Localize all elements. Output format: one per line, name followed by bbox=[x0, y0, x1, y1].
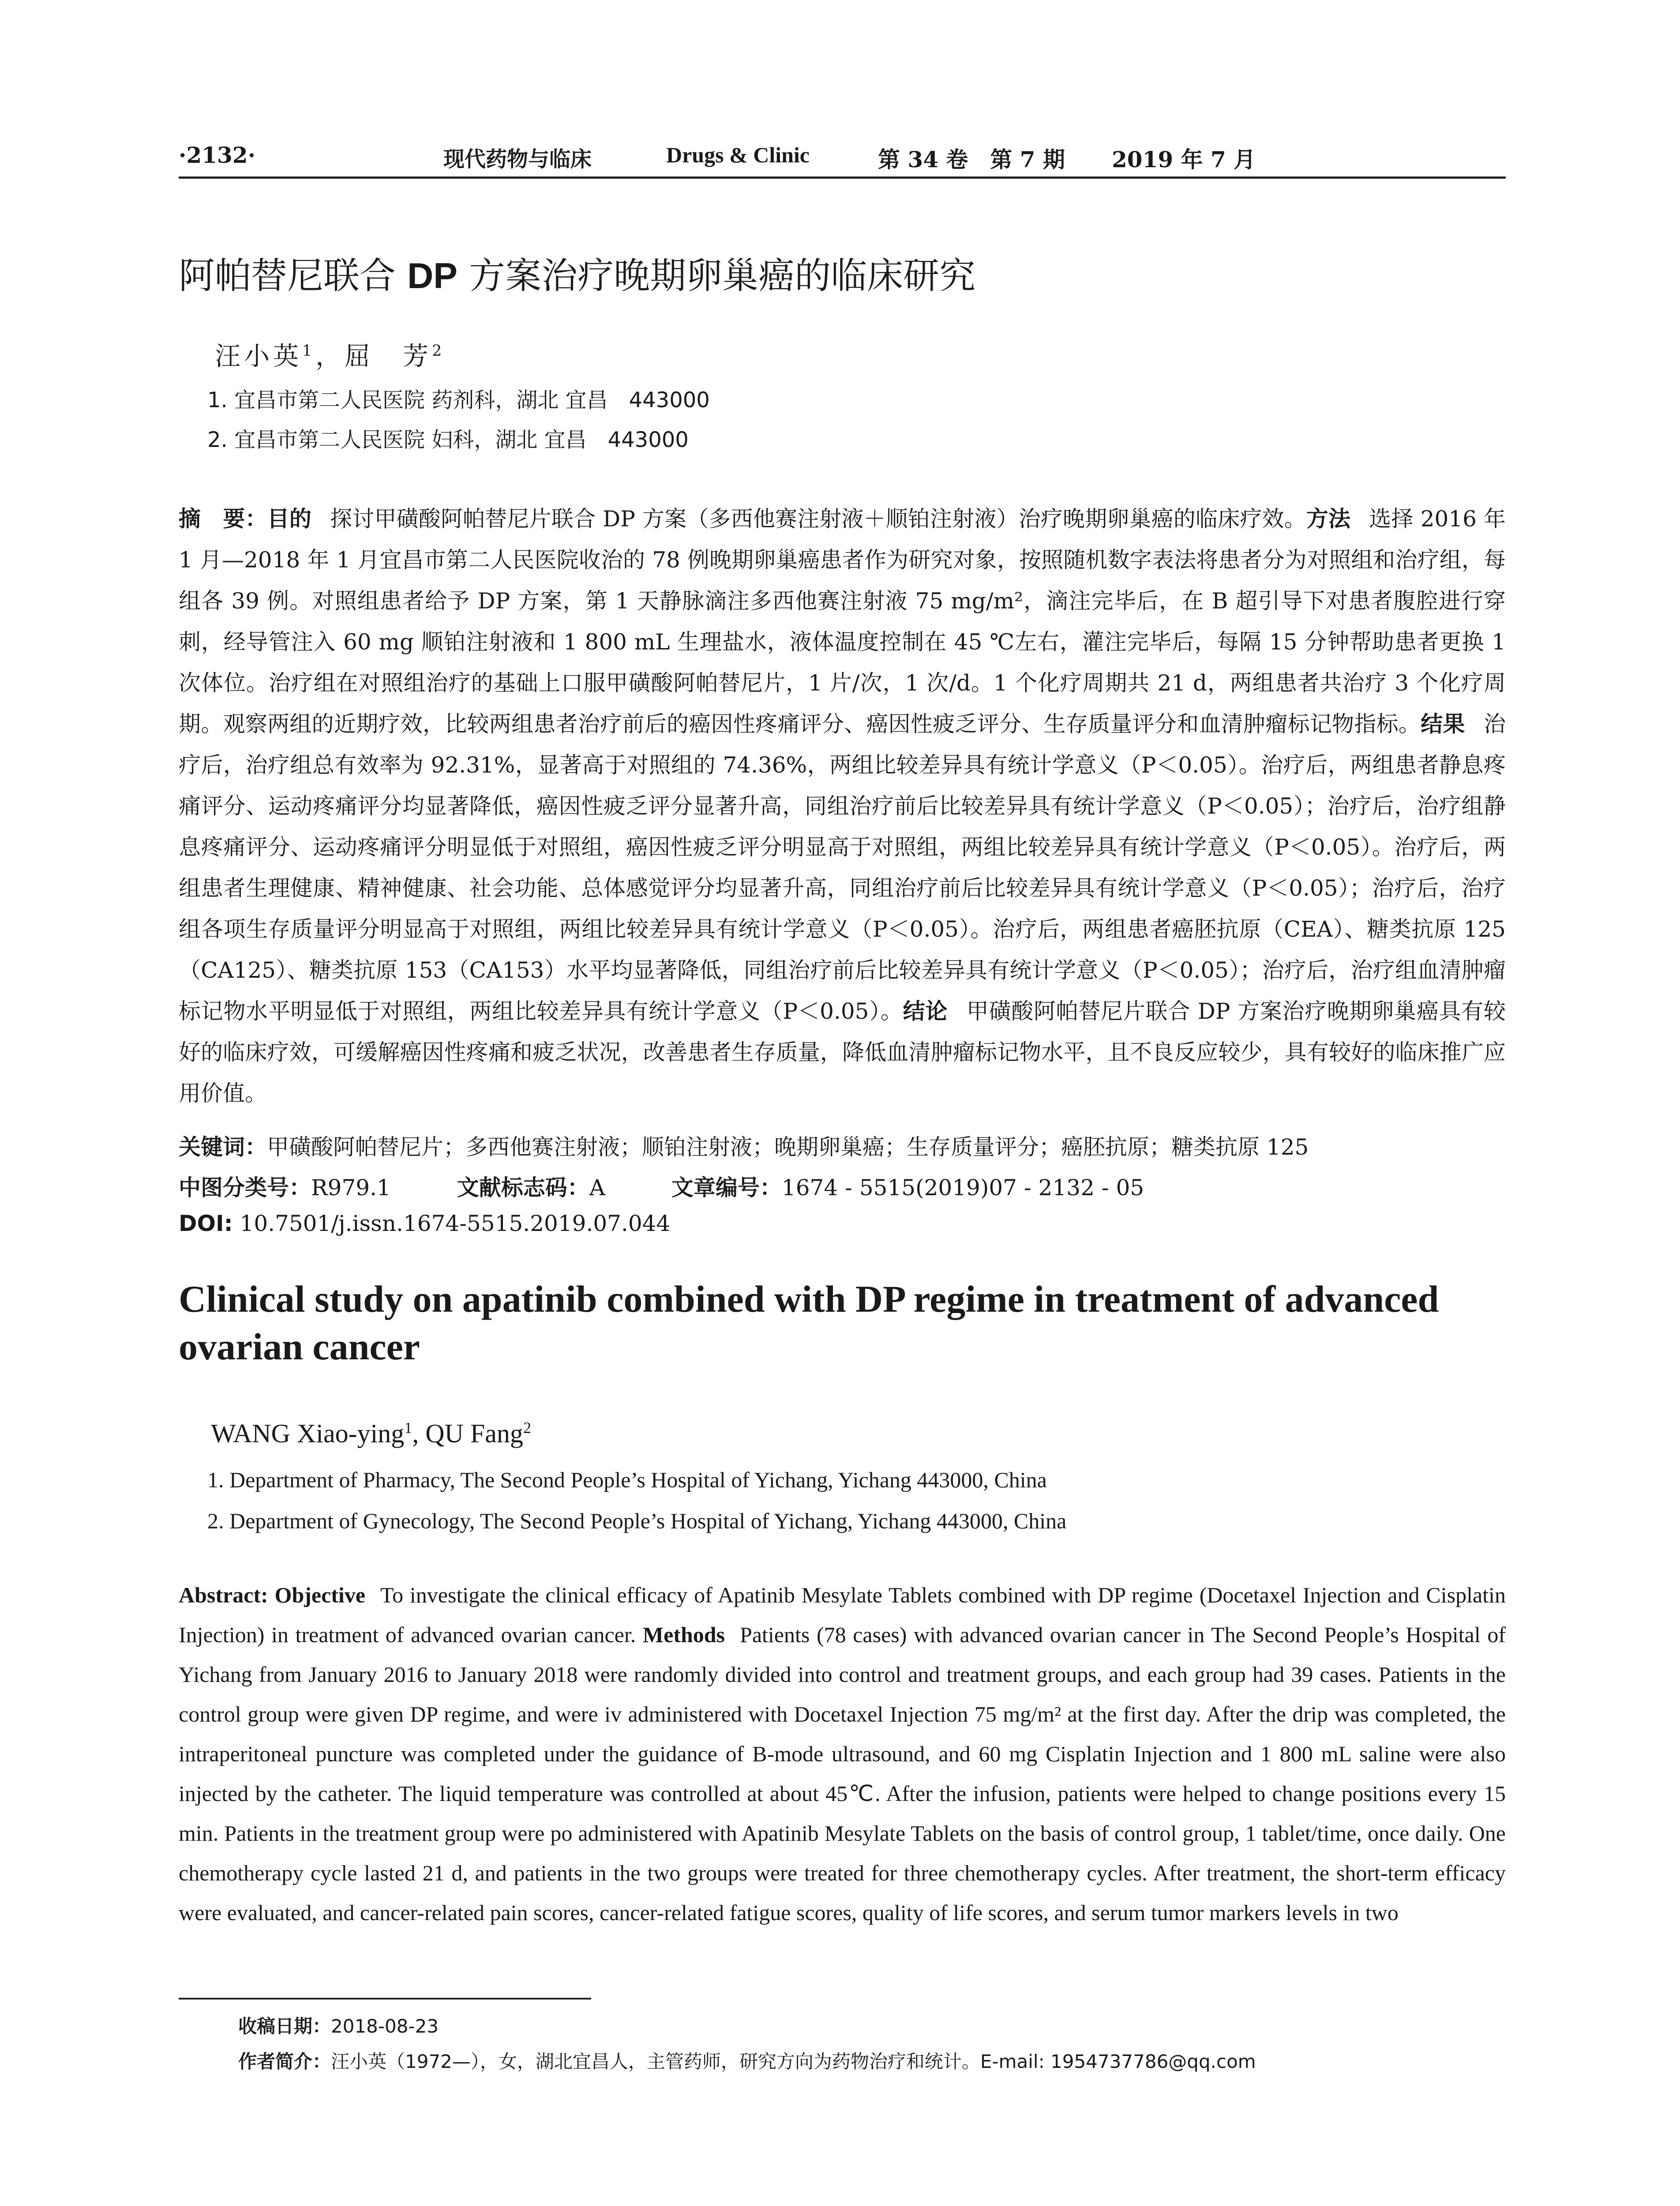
en-affiliation-1: 1. Department of Pharmacy, The Second People’s Hospital of Yichang, Yichang 443000, China bbox=[207, 1467, 1047, 1492]
journal-name-en: Drugs & Clinic bbox=[666, 143, 810, 167]
en-author-2: QU Fang bbox=[425, 1419, 523, 1448]
page-number: ·2132· bbox=[179, 142, 255, 168]
cn-author-1: 汪小英 bbox=[215, 341, 303, 371]
issue-date: 2019 年 7 月 bbox=[1112, 146, 1256, 173]
cn-affiliation-1: 1. 宜昌市第二人民医院 药剂科，湖北 宜昌 443000 bbox=[207, 388, 710, 413]
en-author-1: WANG Xiao-ying bbox=[211, 1419, 405, 1448]
classification-line: 中图分类号：R979.1 文献标志码：A 文章编号：1674 - 5515(2019)07 - 2132 - 05 bbox=[179, 1175, 1144, 1201]
journal-name-cn: 现代药物与临床 bbox=[443, 147, 592, 172]
header-rule bbox=[179, 176, 1506, 179]
received-date: 收稿日期：2018-08-23 bbox=[238, 2015, 439, 2037]
doi-line: DOI: 10.7501/j.issn.1674-5515.2019.07.044 bbox=[179, 1211, 671, 1236]
volume-issue: 第 34 卷 第 7 期 bbox=[878, 146, 1065, 173]
cn-affiliation-2: 2. 宜昌市第二人民医院 妇科，湖北 宜昌 443000 bbox=[207, 428, 689, 452]
cn-author-2: 屈 芳 bbox=[345, 341, 432, 371]
en-affiliation-2: 2. Department of Gynecology, The Second People’s Hospital of Yichang, Yichang 443000, China bbox=[207, 1508, 1067, 1533]
cn-keywords: 关键词：甲磺酸阿帕替尼片；多西他赛注射液；顺铂注射液；晚期卵巢癌；生存质量评分；癌胚抗原；糖类抗原 125 bbox=[179, 1134, 1309, 1160]
en-authors: WANG Xiao-ying$^1$, QU Fang$^2$ bbox=[211, 1419, 531, 1448]
cn-abstract: 摘 要：目的 探讨甲磺酸阿帕替尼片联合 DP 方案（多西他赛注射液＋顺铂注射液）治疗晚期卵巢癌的临床疗效。方法 选择 2016 年 1 月—2018 年 1 月宜昌市第二人民医院收治的 78 例晚期卵巢癌患者作为研究对象，按照随机数字表法将患者分为对照组和治疗组，每组各 39 例。对照组患者给予 DP 方案，第 1 天静脉滴注多西他赛注射液 75 mg/m²，滴注完毕后，在 B 超引导下对患者腹腔进行穿刺，经导管注入 60 mg 顺铂注射液和 1 800 mL 生理盐水，液体温度控制在 45 ℃左右，灌注完毕后，每隔 15 分钟帮助患者更换 1 次体位。治疗组在对照组治疗的基础上口服甲磺酸阿帕替尼片，1 片/次，1 次/d。1 个化疗周期共 21 d，两组患者共治疗 3 个化疗周期。观察两组的近期疗效，比较两组患者治疗前后的癌因性疼痛评分、癌因性疲乏评分、生存质量评分和血清肿瘤标记物指标。结果 治疗后，治疗组总有效率为 92.31%，显著高于对照组的 74.36%，两组比较差异具有统计学意义（P＜0.05）。治疗后，两组患者静息疼痛评分、运动疼痛评分均显著降低，癌因性疲乏评分显著升高，同组治疗前后比较差异具有统计学意义（P＜0.05）；治疗后，治疗组静息疼痛评分、运动疼痛评分明显低于对照组，癌因性疲乏评分明显高于对照组，两组比较差异具有统计学意义（P＜0.05）。治疗后，两组患者生理健康、精神健康、社会功能、总体感觉评分均显著升高，同组治疗前后比较差异具有统计学意义（P＜0.05）；治疗后，治疗组各项生存质量评分明显高于对照组，两组比较差异具有统计学意义（P＜0.05）。治疗后，两组患者癌胚抗原（CEA）、糖类抗原 125（CA125）、糖类抗原 153（CA153）水平均显著降低，同组治疗前后比较差异具有统计学意义（P＜0.05）；治疗后，治疗组血清肿瘤标记物水平明显低于对照组，两组比较差异具有统计学意义（P＜0.05）。结论 甲磺酸阿帕替尼片联合 DP 方案治疗晚期卵巢癌具有较好的临床疗效，可缓解癌因性疼痛和疲乏状况，改善患者生存质量，降低血清肿瘤标记物水平，且不良反应较少，具有较好的临床推广应用价值。 bbox=[179, 506, 1506, 1106]
author-bio: 作者简介：汪小英（1972—），女，湖北宜昌人，主管药师，研究方向为药物治疗和统计。E-mail: 1954737786@qq.com bbox=[238, 2051, 1256, 2072]
en-title: Clinical study on apatinib combined with DP regime in treatment of advanced ovarian cancer bbox=[179, 1278, 1439, 1368]
cn-title: 阿帕替尼联合 DP 方案治疗晚期卵巢癌的临床研究 bbox=[179, 255, 976, 297]
en-abstract: Abstract: Objective To investigate the clinical efficacy of Apatinib Mesylate Tablets combined with DP regime (Docetaxel Injection and Cisplatin Injection) in treatment of advanced ovarian cancer. Methods Patients (78 cases) with advanced ovarian cancer in The Second People’s Hospital of Yichang from January 2016 to January 2018 were randomly divided into control and treatment groups, and each group had 39 cases. Patients in the control group were given DP regime, and were iv administered with Docetaxel Injection 75 mg/m² at the first day. After the drip was completed, the intraperitoneal puncture was completed under the guidance of B-mode ultrasound, and 60 mg Cisplatin Injection and 1 800 mL saline were also injected by the catheter. The liquid temperature was controlled at about 45℃. After the infusion, patients were helped to change positions every 15 min. Patients in the treatment group were po administered with Apatinib Mesylate Tablets on the basis of control group, 1 tablet/time, once daily. One chemotherapy cycle lasted 21 d, and patients in the two groups were treated for three chemotherapy cycles. After treatment, the short-term efficacy were evaluated, and cancer-related pain scores, cancer-related fatigue scores, quality of life scores, and serum tumor markers levels in two bbox=[179, 1583, 1506, 1925]
footnote-rule bbox=[179, 1998, 591, 2000]
cn-authors: 汪小英$^1$，屈 芳$^2$ bbox=[215, 341, 446, 371]
